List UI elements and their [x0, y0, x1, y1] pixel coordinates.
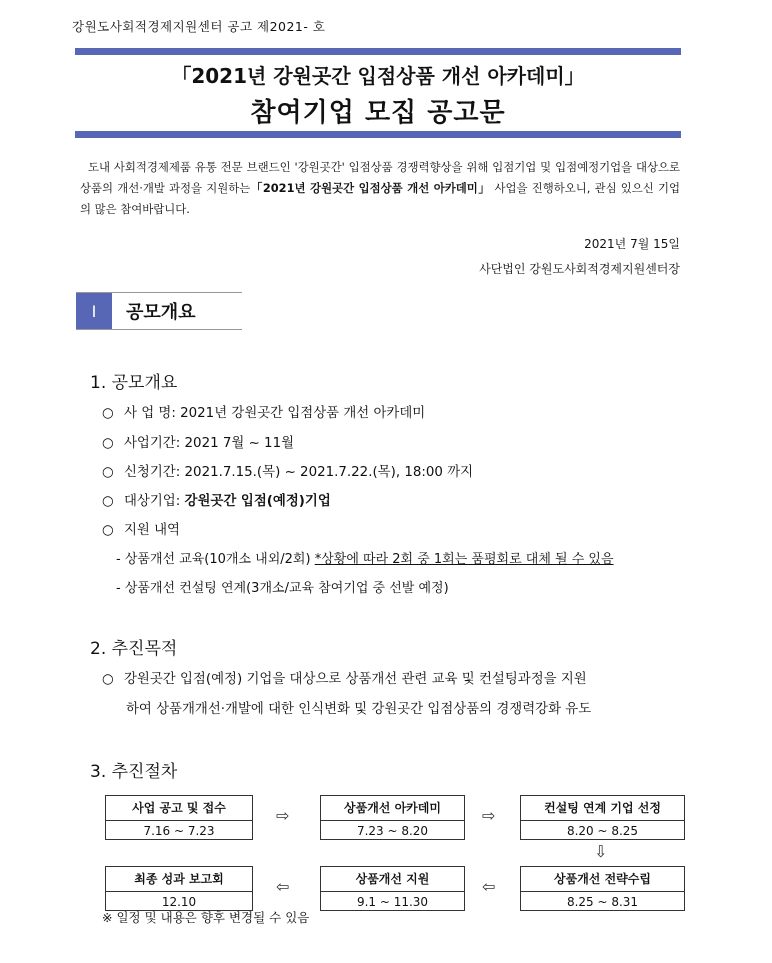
- intro-text-2: 사업을 진행하오니, 관심 있으신 기업의 많은 참여바랍니다.: [80, 181, 681, 216]
- schedule-footnote: ※ 일정 및 내용은 향후 변경될 수 있음: [102, 910, 310, 925]
- step-box-6: [105, 866, 253, 911]
- overview-item-period: ○ 사업기간: 2021 7월 ~ 11월: [102, 436, 295, 451]
- notice-date: 2021년 7월 15일: [584, 237, 680, 251]
- step-title: 상품개선 지원: [321, 867, 464, 892]
- issuing-organization: 사단법인 강원도사회적경제지원센터장: [479, 262, 680, 276]
- title-line-1: 「2021년 강원곳간 입점상품 개선 아카데미」: [171, 64, 585, 88]
- step-title: 상품개선 아카데미: [321, 796, 464, 821]
- step-period: 8.20 ~ 8.25: [566, 824, 639, 838]
- section-bottom-line: [76, 329, 242, 330]
- step-title: 컨설팅 연계 기업 선정: [521, 796, 684, 821]
- step-period: 8.25 ~ 8.31: [566, 895, 639, 909]
- step-box-3: [520, 795, 685, 840]
- overview-heading: 1. 공모개요: [90, 373, 178, 393]
- procedure-heading: 3. 추진절차: [90, 762, 178, 782]
- step-box-5: [320, 866, 465, 911]
- bullet-circle: ○: [102, 494, 114, 509]
- intro-text-1: 도내 사회적경제제품 유통 전문 브랜드인 '강원곳간' 입점상품 경쟁력향상을 위해 입점기업 및 입점예정기업을 대상으로 상품의 개선·개발 과정을 지원하는: [80, 160, 680, 195]
- support-item-consulting: - 상품개선 컨설팅 연계(3개소/교육 참여기업 중 선발 예정): [116, 581, 449, 596]
- step-box-1: [105, 795, 253, 840]
- support-note: *상황에 따라 2회 중 1회는 품평회로 대체 될 수 있음: [314, 552, 614, 567]
- title-top-bar: [75, 48, 681, 55]
- intro-bold-title: 「2021년 강원곳간 입점상품 개선 아카데미」: [250, 181, 491, 195]
- step-title: 사업 공고 및 접수: [106, 796, 252, 821]
- right-arrow-icon: ⇨: [276, 806, 290, 825]
- notice-number: 강원도사회적경제지원센터 공고 제2021- 호: [72, 19, 326, 34]
- step-box-4: [520, 866, 685, 911]
- purpose-paragraph: ○ 강원곳간 입점(예정) 기업을 대상으로 상품개선 관련 교육 및 컨설팅과정을 지원 하여 상품개개선·개발에 대한 인식변화 및 강원곳간 입점상품의 경쟁력강화 유도: [102, 665, 688, 725]
- step-title: 최종 성과 보고회: [106, 867, 252, 892]
- step-period: 9.1 ~ 11.30: [356, 895, 429, 909]
- bullet-circle: ○: [102, 406, 114, 421]
- section-number-badge: Ⅰ: [76, 293, 112, 329]
- step-period: 7.23 ~ 8.20: [356, 824, 429, 838]
- bullet-circle: ○: [102, 465, 114, 480]
- overview-item-support: ○ 지원 내역: [102, 523, 180, 538]
- section-title: 공모개요: [126, 302, 196, 323]
- overview-item-target: ○ 대상기업: 강원곳간 입점(예정)기업: [102, 494, 331, 509]
- title-bottom-bar: [75, 131, 681, 138]
- left-arrow-icon: ⇦: [276, 877, 290, 896]
- down-arrow-icon: ⇩: [594, 842, 608, 861]
- overview-item-name: ○ 사 업 명: 2021년 강원곳간 입점상품 개선 아카데미: [102, 406, 426, 421]
- right-arrow-icon: ⇨: [482, 806, 496, 825]
- step-title: 상품개선 전략수립: [521, 867, 684, 892]
- step-box-2: [320, 795, 465, 840]
- intro-paragraph: [80, 157, 680, 220]
- step-period: 7.16 ~ 7.23: [143, 824, 215, 838]
- bullet-circle: ○: [102, 436, 114, 451]
- overview-item-application: ○ 신청기간: 2021.7.15.(목) ~ 2021.7.22.(목), 18:00 까지: [102, 465, 474, 480]
- step-period: 12.10: [161, 895, 197, 909]
- bullet-circle: ○: [102, 523, 114, 538]
- title-line-2: 참여기업 모집 공고문: [250, 98, 506, 128]
- left-arrow-icon: ⇦: [482, 877, 496, 896]
- support-item-education: - 상품개선 교육(10개소 내외/2회) *상황에 따라 2회 중 1회는 품평회로 대체 될 수 있음: [116, 552, 614, 567]
- purpose-heading: 2. 추진목적: [90, 639, 178, 659]
- bullet-circle: ○: [102, 672, 114, 687]
